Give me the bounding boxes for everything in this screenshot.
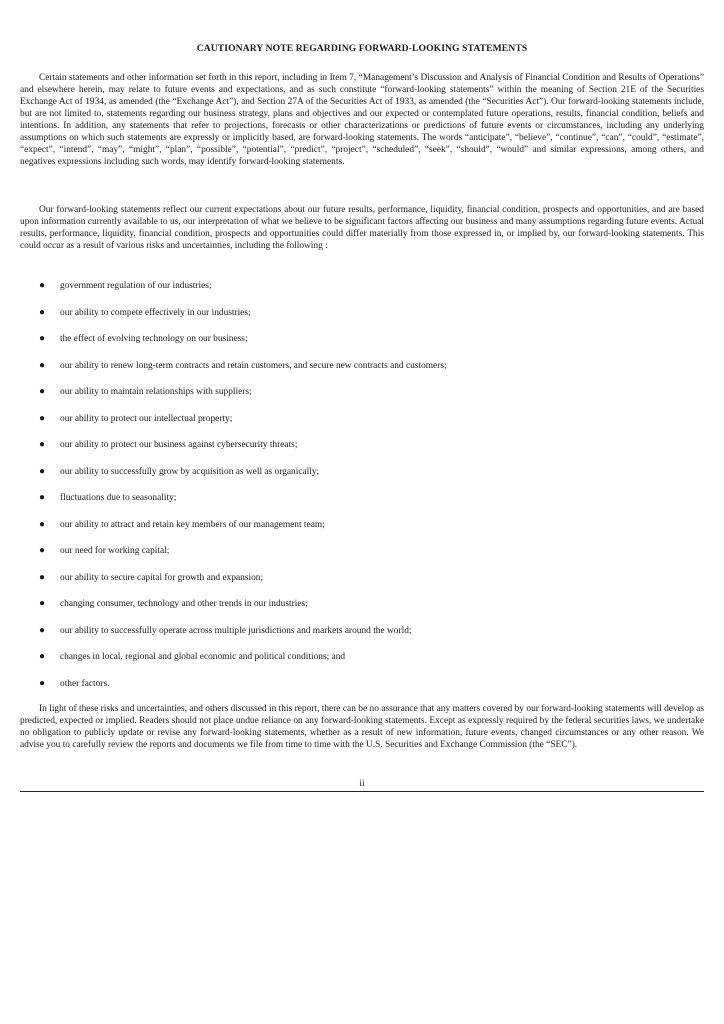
bullet-icon: ● <box>39 598 46 609</box>
list-item-text: our ability to successfully grow by acquisition as well as organically; <box>60 466 320 477</box>
list-item <box>20 572 704 599</box>
list-item-text: our ability to attract and retain key members of our management team; <box>60 519 325 530</box>
list-item-text: other factors. <box>60 678 110 689</box>
list-item <box>20 280 704 307</box>
bullet-icon: ● <box>39 624 46 636</box>
list-item-text: our ability to compete effectively in our industries; <box>60 307 251 318</box>
list-item-text: our ability to renew long-term contracts and retain customers, and secure new contracts and customers; <box>60 360 447 371</box>
bullet-icon: ● <box>39 333 46 344</box>
bullet-icon: ● <box>39 651 46 662</box>
list-item-text: changes in local, regional and global economic and political conditions; and <box>60 652 346 662</box>
list-item-text: government regulation of our industries; <box>60 281 212 291</box>
list-item-text: changing consumer, technology and other trends in our industries; <box>60 599 308 609</box>
expectations-paragraph: Our forward-looking statements reflect our current expectations about our future results, performance, liquidity, financial condition, prospects and opportunities, and are based upon information currently available to us, our interpretation of what we believe to be significant factors affecting our business and many assumptions regarding future events. Actual results, performance, liquidity, financial condition, prospects and opportunities could differ materially from those expressed in, or implied by, our forward-looking statements. This could occur as a result of various risks and uncertainties, including the following : <box>20 205 704 251</box>
bullet-icon: ● <box>39 359 46 371</box>
list-item <box>20 545 704 572</box>
bullet-icon: ● <box>39 439 46 450</box>
bullet-icon: ● <box>39 306 46 318</box>
bullet-icon: ● <box>39 492 46 503</box>
list-item-text: the effect of evolving technology on our business; <box>60 334 248 344</box>
bullet-icon: ● <box>39 386 46 397</box>
footer-divider <box>20 791 704 792</box>
list-item <box>20 439 704 466</box>
list-item-text: our ability to successfully operate across multiple jurisdictions and markets around the world; <box>60 625 412 636</box>
bullet-icon: ● <box>39 465 46 477</box>
closing-paragraph: In light of these risks and uncertainties, and others discussed in this report, there can be no assurance that any matters covered by our forward-looking statements will develop as predicted, expected or implied. Readers should not place undue reliance on any forward-looking statements. Except as expressly required by the federal securities laws, we undertake no obligation to publicly update or revise any forward-looking statements, whether as a result of new information, future events, changed circumstances or any other reason. We advise you to carefully review the reports and documents we file from time to time with the U.S. Securities and Exchange Commission (the “SEC”). <box>20 704 704 750</box>
bullet-icon: ● <box>39 545 46 556</box>
list-item-text: fluctuations due to seasonality; <box>60 493 177 503</box>
list-item-text: our ability to protect our intellectual property; <box>60 413 233 424</box>
list-item <box>20 360 704 387</box>
intro-paragraph: Certain statements and other information set forth in this report, including in Item 7, “Management’s Discussion and Analysis of Financial Condition and Results of Operations” and elsewhere herein, may relate to future events and expectations, and as such constitute “forward-looking statements” within the meaning of Section 21E of the Securities Exchange Act of 1934, as amended (the “Exchange Act”), and Section 27A of the Securities Act of 1933, as amended (the “Securities Act”). Our forward-looking statements include, but are not limited to, statements regarding our business strategy, plans and objectives and our expected or contemplated future operations, results, financial condition, beliefs and intentions. In addition, any statements that refer to projections, forecasts or other characterizations or predictions of future events or circumstances, including any underlying assumptions on which such statements are expressly or implicitly based, are forward-looking statements. The words “anticipate”, “believe”, “continue”, “can”, “could”, “estimate”, “expect”, “intend”, “may”, “might”, “plan”, “possible”, “potential”, “predict”, “project”, “scheduled”, “seek”, “should”, “would” and similar expressions, among others, and negatives expressions including such words, may identify forward-looking statements. <box>20 73 704 167</box>
list-item <box>20 307 704 334</box>
list-item <box>20 519 704 546</box>
list-item-text: our ability to protect our business against cybersecurity threats; <box>60 440 298 450</box>
list-item <box>20 333 704 360</box>
bullet-icon: ● <box>39 518 46 530</box>
bullet-icon: ● <box>39 280 46 291</box>
list-item <box>20 492 704 519</box>
list-item <box>20 625 704 652</box>
list-item <box>20 598 704 625</box>
list-item-text: our need for working capital; <box>60 546 170 556</box>
bullet-icon: ● <box>39 571 46 583</box>
bullet-icon: ● <box>39 677 46 689</box>
risk-factor-list <box>20 280 704 704</box>
list-item <box>20 466 704 493</box>
bullet-icon: ● <box>39 412 46 424</box>
section-title: CAUTIONARY NOTE REGARDING FORWARD-LOOKING STATEMENTS <box>196 43 528 54</box>
list-item <box>20 651 704 678</box>
list-item <box>20 678 704 705</box>
list-item <box>20 386 704 413</box>
list-item-text: our ability to maintain relationships with suppliers; <box>60 387 252 397</box>
list-item-text: our ability to secure capital for growth and expansion; <box>60 572 264 583</box>
list-item <box>20 413 704 440</box>
page-number: ii <box>359 779 365 789</box>
